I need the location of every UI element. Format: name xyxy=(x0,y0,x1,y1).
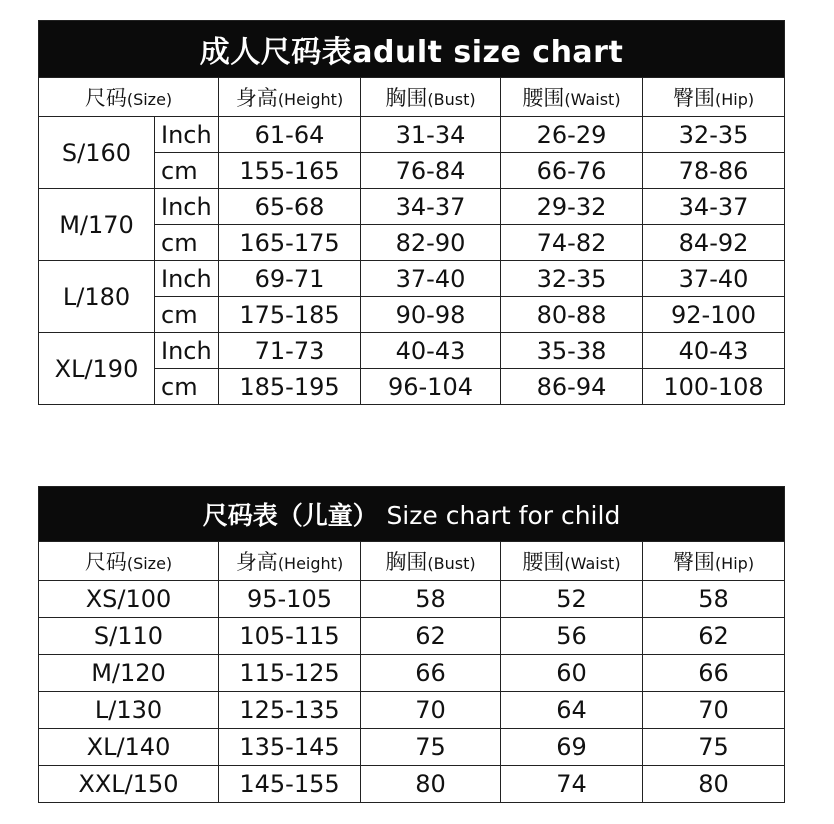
child-size-table xyxy=(38,486,785,803)
size-cell: L/130 xyxy=(39,692,219,729)
unit-cell: Inch xyxy=(155,189,219,225)
waist-cell: 74-82 xyxy=(501,225,643,261)
table-row xyxy=(39,655,785,692)
table-row xyxy=(39,261,785,297)
waist-cell: 60 xyxy=(501,655,643,692)
header-height-zh: 身高 xyxy=(235,86,278,110)
header-size xyxy=(39,78,219,117)
waist-cell: 80-88 xyxy=(501,297,643,333)
header-height-zh: 身高 xyxy=(235,550,278,574)
size-cell: S/110 xyxy=(39,618,219,655)
bust-cell: 31-34 xyxy=(361,117,501,153)
bust-cell: 40-43 xyxy=(361,333,501,369)
height-cell: 71-73 xyxy=(219,333,361,369)
height-cell: 65-68 xyxy=(219,189,361,225)
waist-cell: 35-38 xyxy=(501,333,643,369)
waist-cell: 56 xyxy=(501,618,643,655)
header-bust-en: (Bust) xyxy=(427,554,476,573)
waist-cell: 29-32 xyxy=(501,189,643,225)
bust-cell: 75 xyxy=(361,729,501,766)
hip-cell: 84-92 xyxy=(643,225,785,261)
bust-cell: 70 xyxy=(361,692,501,729)
bust-cell: 76-84 xyxy=(361,153,501,189)
height-cell: 105-115 xyxy=(219,618,361,655)
bust-cell: 62 xyxy=(361,618,501,655)
header-bust xyxy=(361,78,501,117)
hip-cell: 66 xyxy=(643,655,785,692)
height-cell: 145-155 xyxy=(219,766,361,803)
hip-cell: 75 xyxy=(643,729,785,766)
table-row xyxy=(39,766,785,803)
waist-cell: 66-76 xyxy=(501,153,643,189)
bust-cell: 96-104 xyxy=(361,369,501,405)
table-row xyxy=(39,618,785,655)
bust-cell: 90-98 xyxy=(361,297,501,333)
size-cell: XS/100 xyxy=(39,581,219,618)
height-cell: 69-71 xyxy=(219,261,361,297)
hip-cell: 32-35 xyxy=(643,117,785,153)
child-header-row xyxy=(39,542,785,581)
header-height-en: (Height) xyxy=(277,554,344,573)
header-size-zh: 尺码 xyxy=(84,86,127,110)
waist-cell: 69 xyxy=(501,729,643,766)
size-cell: M/170 xyxy=(39,189,155,261)
header-waist xyxy=(501,542,643,581)
child-title-zh: 尺码表（儿童） xyxy=(202,501,378,530)
hip-cell: 70 xyxy=(643,692,785,729)
hip-cell: 100-108 xyxy=(643,369,785,405)
header-bust-en: (Bust) xyxy=(427,90,476,109)
unit-cell: Inch xyxy=(155,261,219,297)
header-hip-en: (Hip) xyxy=(714,90,755,109)
waist-cell: 64 xyxy=(501,692,643,729)
height-cell: 175-185 xyxy=(219,297,361,333)
child-title-row xyxy=(39,487,785,542)
header-waist-en: (Waist) xyxy=(564,554,621,573)
size-cell: L/180 xyxy=(39,261,155,333)
unit-cell: cm xyxy=(155,297,219,333)
table-row xyxy=(39,117,785,153)
waist-cell: 86-94 xyxy=(501,369,643,405)
header-size-en: (Size) xyxy=(126,554,173,573)
header-height-en: (Height) xyxy=(277,90,344,109)
size-cell: M/120 xyxy=(39,655,219,692)
header-waist-en: (Waist) xyxy=(564,90,621,109)
unit-cell: cm xyxy=(155,369,219,405)
height-cell: 61-64 xyxy=(219,117,361,153)
header-hip xyxy=(643,78,785,117)
adult-title: 成人尺码表adult size chart xyxy=(39,21,785,78)
header-height xyxy=(219,542,361,581)
hip-cell: 78-86 xyxy=(643,153,785,189)
header-height xyxy=(219,78,361,117)
child-title-en: Size chart for child xyxy=(386,501,621,530)
bust-cell: 37-40 xyxy=(361,261,501,297)
header-bust xyxy=(361,542,501,581)
header-hip-zh: 臀围 xyxy=(672,550,715,574)
hip-cell: 34-37 xyxy=(643,189,785,225)
header-bust-zh: 胸围 xyxy=(385,86,428,110)
header-size-en: (Size) xyxy=(126,90,173,109)
table-row xyxy=(39,189,785,225)
size-cell: XXL/150 xyxy=(39,766,219,803)
hip-cell: 37-40 xyxy=(643,261,785,297)
height-cell: 165-175 xyxy=(219,225,361,261)
unit-cell: Inch xyxy=(155,117,219,153)
waist-cell: 74 xyxy=(501,766,643,803)
bust-cell: 58 xyxy=(361,581,501,618)
waist-cell: 52 xyxy=(501,581,643,618)
waist-cell: 32-35 xyxy=(501,261,643,297)
bust-cell: 80 xyxy=(361,766,501,803)
unit-cell: cm xyxy=(155,225,219,261)
table-row xyxy=(39,333,785,369)
unit-cell: Inch xyxy=(155,333,219,369)
bust-cell: 82-90 xyxy=(361,225,501,261)
header-waist-zh: 腰围 xyxy=(522,550,565,574)
hip-cell: 62 xyxy=(643,618,785,655)
adult-header-row xyxy=(39,78,785,117)
size-cell: XL/140 xyxy=(39,729,219,766)
header-size xyxy=(39,542,219,581)
height-cell: 185-195 xyxy=(219,369,361,405)
header-hip xyxy=(643,542,785,581)
hip-cell: 58 xyxy=(643,581,785,618)
table-row xyxy=(39,729,785,766)
hip-cell: 40-43 xyxy=(643,333,785,369)
adult-title-row xyxy=(39,21,785,78)
adult-size-table xyxy=(38,20,785,405)
size-cell: XL/190 xyxy=(39,333,155,405)
bust-cell: 34-37 xyxy=(361,189,501,225)
header-hip-zh: 臀围 xyxy=(672,86,715,110)
height-cell: 135-145 xyxy=(219,729,361,766)
hip-cell: 80 xyxy=(643,766,785,803)
header-hip-en: (Hip) xyxy=(714,554,755,573)
header-waist-zh: 腰围 xyxy=(522,86,565,110)
height-cell: 155-165 xyxy=(219,153,361,189)
table-row xyxy=(39,692,785,729)
height-cell: 125-135 xyxy=(219,692,361,729)
height-cell: 115-125 xyxy=(219,655,361,692)
bust-cell: 66 xyxy=(361,655,501,692)
table-row xyxy=(39,581,785,618)
header-size-zh: 尺码 xyxy=(84,550,127,574)
child-title xyxy=(39,487,785,542)
hip-cell: 92-100 xyxy=(643,297,785,333)
header-waist xyxy=(501,78,643,117)
size-cell: S/160 xyxy=(39,117,155,189)
height-cell: 95-105 xyxy=(219,581,361,618)
unit-cell: cm xyxy=(155,153,219,189)
header-bust-zh: 胸围 xyxy=(385,550,428,574)
waist-cell: 26-29 xyxy=(501,117,643,153)
